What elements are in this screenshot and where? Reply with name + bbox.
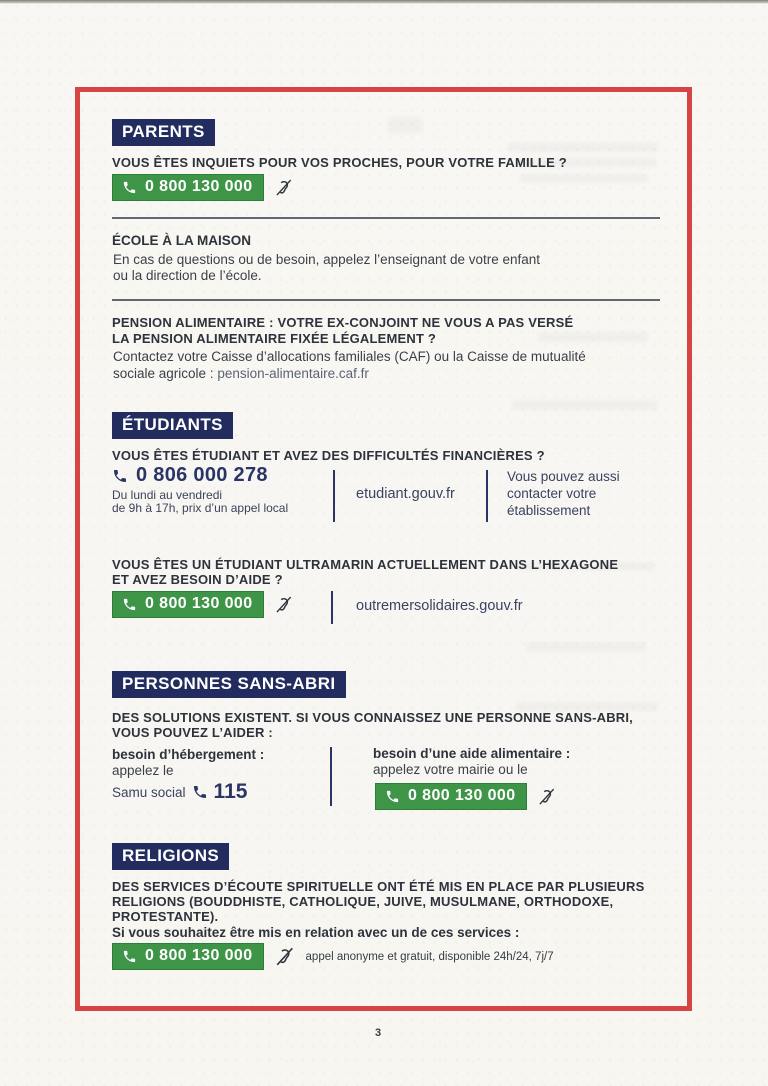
section-header-parents: PARENTS — [112, 119, 215, 146]
aide-alimentaire-title: besoin d’une aide alimentaire : — [373, 746, 571, 761]
column-divider — [330, 747, 332, 806]
ultramarin-phone-button[interactable] — [112, 591, 264, 618]
etudiants-hours-line2: de 9h à 17h, prix d’un appel local — [112, 501, 289, 515]
column-divider — [331, 591, 333, 624]
section-header-religions: RELIGIONS — [112, 843, 229, 870]
samu-social-number[interactable]: 115 — [213, 780, 248, 803]
ultramarin-question-line1: VOUS ÊTES UN ÉTUDIANT ULTRAMARIN ACTUELLEMENT DANS L’HEXAGONE — [112, 557, 619, 572]
etudiants-question: VOUS ÊTES ÉTUDIANT ET AVEZ DES DIFFICULTÉS FINANCIÈRES ? — [112, 448, 545, 463]
column-divider — [333, 470, 335, 522]
parents-question: VOUS ÊTES INQUIETS POUR VOS PROCHES, POUR VOTRE FAMILLE ? — [112, 155, 567, 170]
deaf-accessibility-icon — [274, 178, 294, 198]
column-divider — [486, 470, 488, 522]
religions-phone-button[interactable] — [112, 943, 264, 970]
religions-phone-note: appel anonyme et gratuit, disponible 24h/24, 7j/7 — [305, 950, 554, 963]
deaf-accessibility-icon — [274, 595, 294, 615]
aide-alimentaire-phone-button[interactable] — [375, 783, 527, 810]
samu-social-label: Samu social — [112, 784, 186, 800]
pension-title-line2: LA PENSION ALIMENTAIRE FIXÉE LÉGALEMENT ? — [112, 331, 437, 346]
ultramarin-phone-number: 0 800 130 000 — [145, 595, 253, 612]
pension-body-line1: Contactez votre Caisse d’allocations familiales (CAF) ou la Caisse de mutualité — [113, 349, 586, 364]
sans-abri-intro-line1: DES SOLUTIONS EXISTENT. SI VOUS CONNAISSEZ UNE PERSONNE SANS-ABRI, — [112, 710, 633, 725]
hebergement-title: besoin d’hébergement : — [112, 747, 265, 762]
ecole-body-line1: En cas de questions ou de besoin, appelez l’enseignant de votre enfant — [113, 252, 541, 267]
deaf-accessibility-icon — [537, 787, 557, 807]
religions-body-line1: DES SERVICES D’ÉCOUTE SPIRITUELLE ONT ÉTÉ MIS EN PLACE PAR PLUSIEURS — [112, 879, 645, 894]
etudiants-alt-line1: Vous pouvez aussi — [507, 469, 620, 484]
phone-icon — [112, 468, 128, 484]
religions-cta: Si vous souhaitez être mis en relation avec un de ces services : — [112, 925, 520, 940]
ecole-body-line2: ou la direction de l’école. — [113, 268, 262, 283]
pension-title-line1: PENSION ALIMENTAIRE : VOTRE EX-CONJOINT NE VOUS A PAS VERSÉ — [112, 315, 574, 330]
sans-abri-intro-line2: VOUS POUVEZ L’AIDER : — [112, 725, 273, 740]
phone-icon — [192, 784, 208, 800]
phone-icon — [122, 597, 137, 612]
ecole-title: ÉCOLE À LA MAISON — [112, 233, 252, 248]
phone-icon — [122, 949, 137, 964]
pension-caf-link[interactable]: pension-alimentaire.caf.fr — [217, 366, 369, 381]
phone-icon — [122, 180, 137, 195]
etudiants-phone-number: 0 806 000 278 — [136, 464, 268, 486]
etudiants-phone-button[interactable] — [112, 464, 268, 487]
section-header-etudiants: ÉTUDIANTS — [112, 412, 233, 439]
etudiants-alt-line3: établissement — [507, 503, 591, 518]
section-divider — [112, 217, 660, 219]
aide-alimentaire-line2: appelez votre mairie ou le — [373, 762, 528, 777]
ultramarin-question-line2: ET AVEZ BESOIN D’AIDE ? — [112, 572, 283, 587]
hebergement-line2: appelez le — [112, 763, 174, 778]
phone-icon — [385, 789, 400, 804]
parents-phone-button[interactable] — [112, 174, 264, 201]
scan-edge-artifact — [0, 0, 768, 4]
aide-alimentaire-phone-number: 0 800 130 000 — [408, 787, 516, 804]
etudiants-alt-line2: contacter votre — [507, 486, 597, 501]
parents-phone-number: 0 800 130 000 — [145, 178, 253, 195]
deaf-accessibility-icon — [274, 946, 296, 968]
section-header-sans-abri: PERSONNES SANS-ABRI — [112, 671, 346, 698]
etudiants-hours-line1: Du lundi au vendredi — [112, 488, 223, 502]
etudiant-gouv-link[interactable]: etudiant.gouv.fr — [356, 486, 455, 502]
outremersolidaires-link[interactable]: outremersolidaires.gouv.fr — [356, 598, 523, 614]
religions-body-line3: PROTESTANTE). — [112, 909, 219, 924]
page-number: 3 — [375, 1027, 382, 1039]
religions-body-line2: RELIGIONS (BOUDDHISTE, CATHOLIQUE, JUIVE, MUSULMANE, ORTHODOXE, — [112, 894, 614, 909]
red-border-frame — [75, 87, 692, 1011]
pension-body-line2: sociale agricole : — [113, 366, 218, 381]
religions-phone-number: 0 800 130 000 — [145, 947, 253, 964]
section-divider — [112, 299, 660, 301]
